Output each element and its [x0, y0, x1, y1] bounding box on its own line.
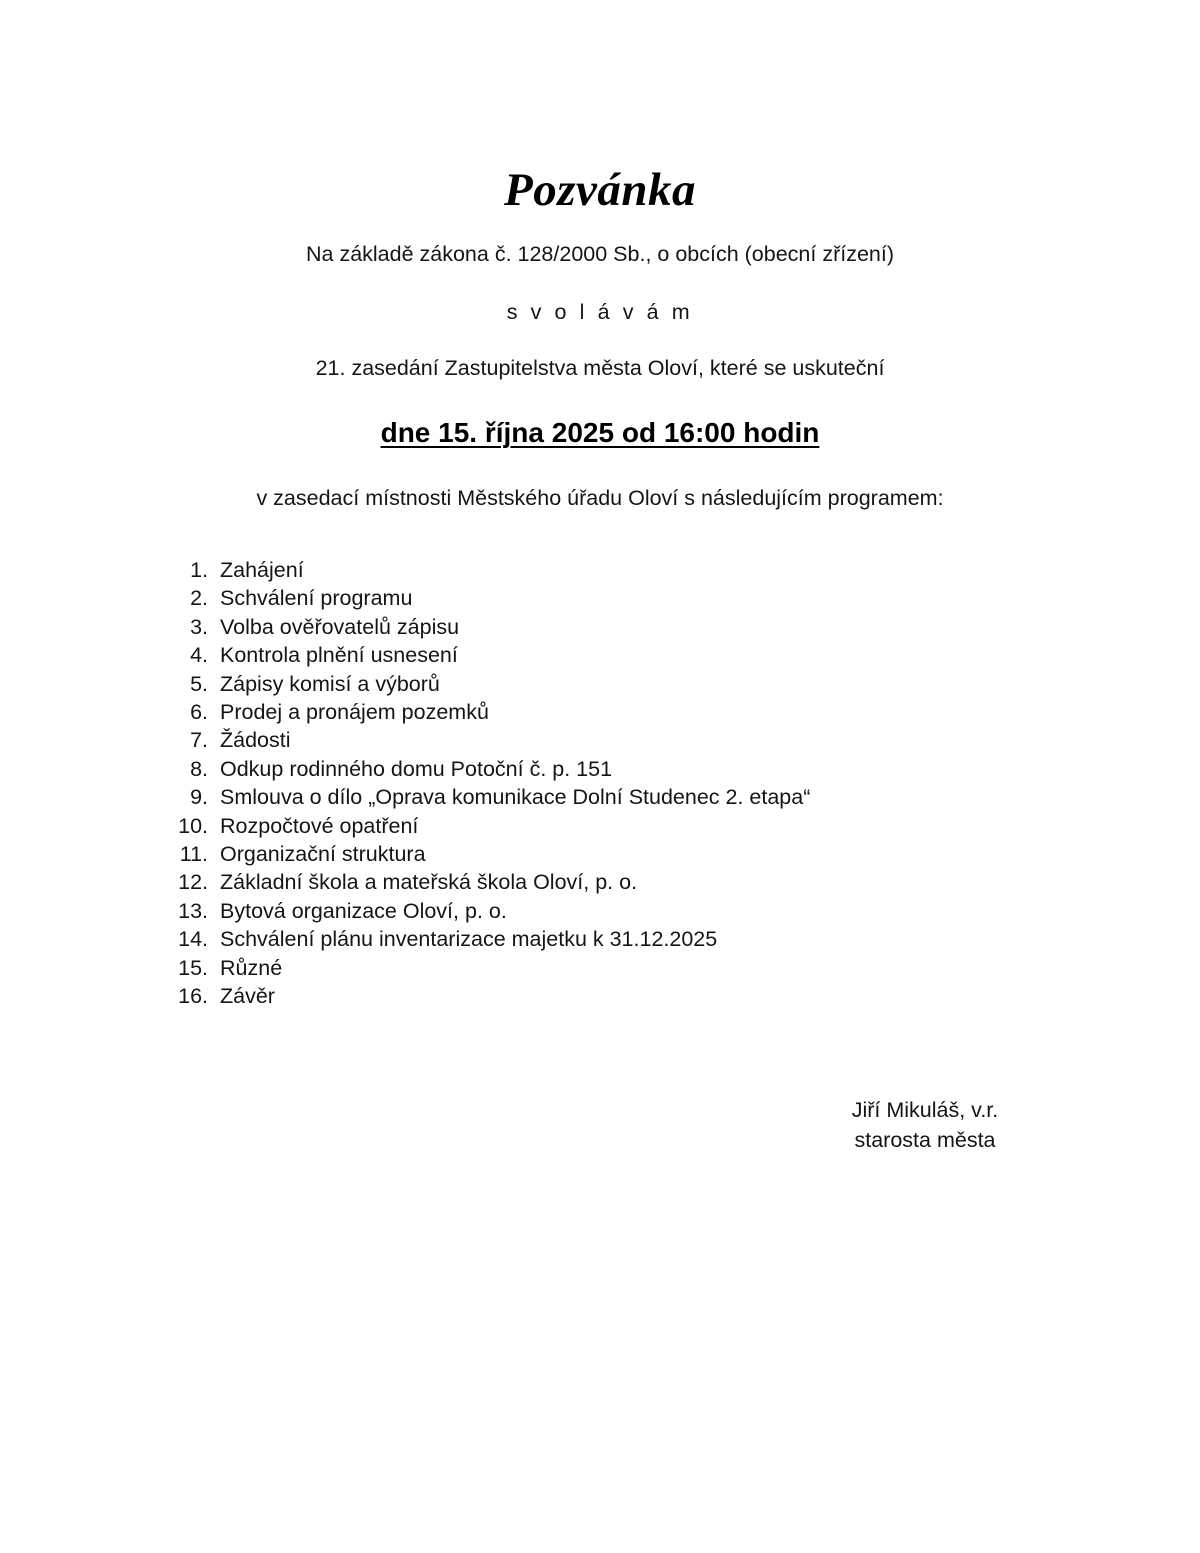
agenda-item-label: Schválení plánu inventarizace majetku k 31.12.2025	[220, 927, 718, 952]
signature-role: starosta města	[854, 1128, 996, 1152]
page-title: Pozvánka	[504, 164, 696, 217]
agenda-item-label: Organizační struktura	[220, 842, 426, 867]
agenda-item-number: 14.	[178, 927, 208, 952]
signature-block	[760, 1095, 1090, 1155]
agenda-item-label: Různé	[220, 955, 283, 980]
agenda-item-number: 3.	[190, 614, 208, 639]
agenda-item-label: Smlouva o dílo „Oprava komunikace Dolní Studenec 2. etapa“	[220, 785, 811, 810]
agenda-item-label: Zápisy komisí a výborů	[220, 671, 440, 696]
agenda-item-number: 5.	[190, 671, 208, 696]
agenda-item-number: 4.	[190, 643, 208, 668]
meeting-date-text: dne 15. října 2025 od 16:00 hodin	[380, 417, 820, 448]
agenda-item	[166, 641, 1126, 669]
agenda-item	[166, 840, 1126, 868]
signature-name: Jiří Mikuláš, v.r.	[851, 1098, 999, 1122]
agenda-item-number: 8.	[190, 756, 208, 781]
agenda-item-number: 13.	[178, 898, 208, 923]
agenda-item	[166, 954, 1126, 982]
convene-word: s v o l á v á m	[506, 299, 694, 324]
agenda-item-label: Schválení programu	[220, 586, 413, 611]
agenda-item	[166, 897, 1126, 925]
agenda-item-label: Zahájení	[220, 558, 304, 582]
agenda-item-label: Žádosti	[220, 728, 291, 753]
agenda-item-number: 2.	[190, 586, 208, 611]
agenda-item	[166, 670, 1126, 698]
agenda-item	[166, 783, 1126, 811]
agenda-item	[166, 982, 1126, 1010]
agenda-item-label: Volba ověřovatelů zápisu	[220, 614, 460, 639]
agenda-item-number: 7.	[190, 728, 208, 753]
agenda-item-label: Odkup rodinného domu Potoční č. p. 151	[220, 756, 613, 781]
agenda-item-number: 16.	[178, 984, 208, 1009]
agenda-item-label: Základní škola a mateřská škola Oloví, p. o.	[220, 870, 638, 895]
agenda-item-label: Bytová organizace Oloví, p. o.	[220, 898, 507, 923]
agenda-item	[166, 698, 1126, 726]
agenda-item-number: 6.	[190, 700, 208, 725]
agenda-item	[166, 584, 1126, 612]
agenda-item	[166, 556, 1126, 584]
agenda-item	[166, 868, 1126, 896]
agenda-item-label: Kontrola plnění usnesení	[220, 643, 458, 668]
agenda-item	[166, 755, 1126, 783]
agenda-item-label: Závěr	[220, 984, 275, 1009]
agenda-item-number: 12.	[178, 870, 208, 895]
agenda-item-number: 9.	[190, 785, 208, 810]
agenda-item-label: Prodej a pronájem pozemků	[220, 700, 489, 725]
session-line: 21. zasedání Zastupitelstva města Oloví, které se uskuteční	[315, 355, 885, 380]
agenda-list	[126, 556, 1126, 1011]
meeting-place-line: v zasedací místnosti Městského úřadu Oloví s následujícím programem:	[256, 485, 944, 510]
agenda-item	[166, 613, 1126, 641]
agenda-item	[166, 726, 1126, 754]
agenda-item	[166, 925, 1126, 953]
agenda-item	[166, 812, 1126, 840]
agenda-item-label: Rozpočtové opatření	[220, 813, 419, 838]
agenda-item-number: 10.	[178, 813, 208, 838]
agenda-item-number: 15.	[178, 955, 208, 980]
law-reference-paragraph: Na základě zákona č. 128/2000 Sb., o obcích (obecní zřízení)	[305, 241, 895, 266]
meeting-date-line	[0, 415, 1200, 450]
agenda-item-number: 1.	[190, 558, 208, 582]
agenda-item-number: 11.	[179, 842, 208, 867]
